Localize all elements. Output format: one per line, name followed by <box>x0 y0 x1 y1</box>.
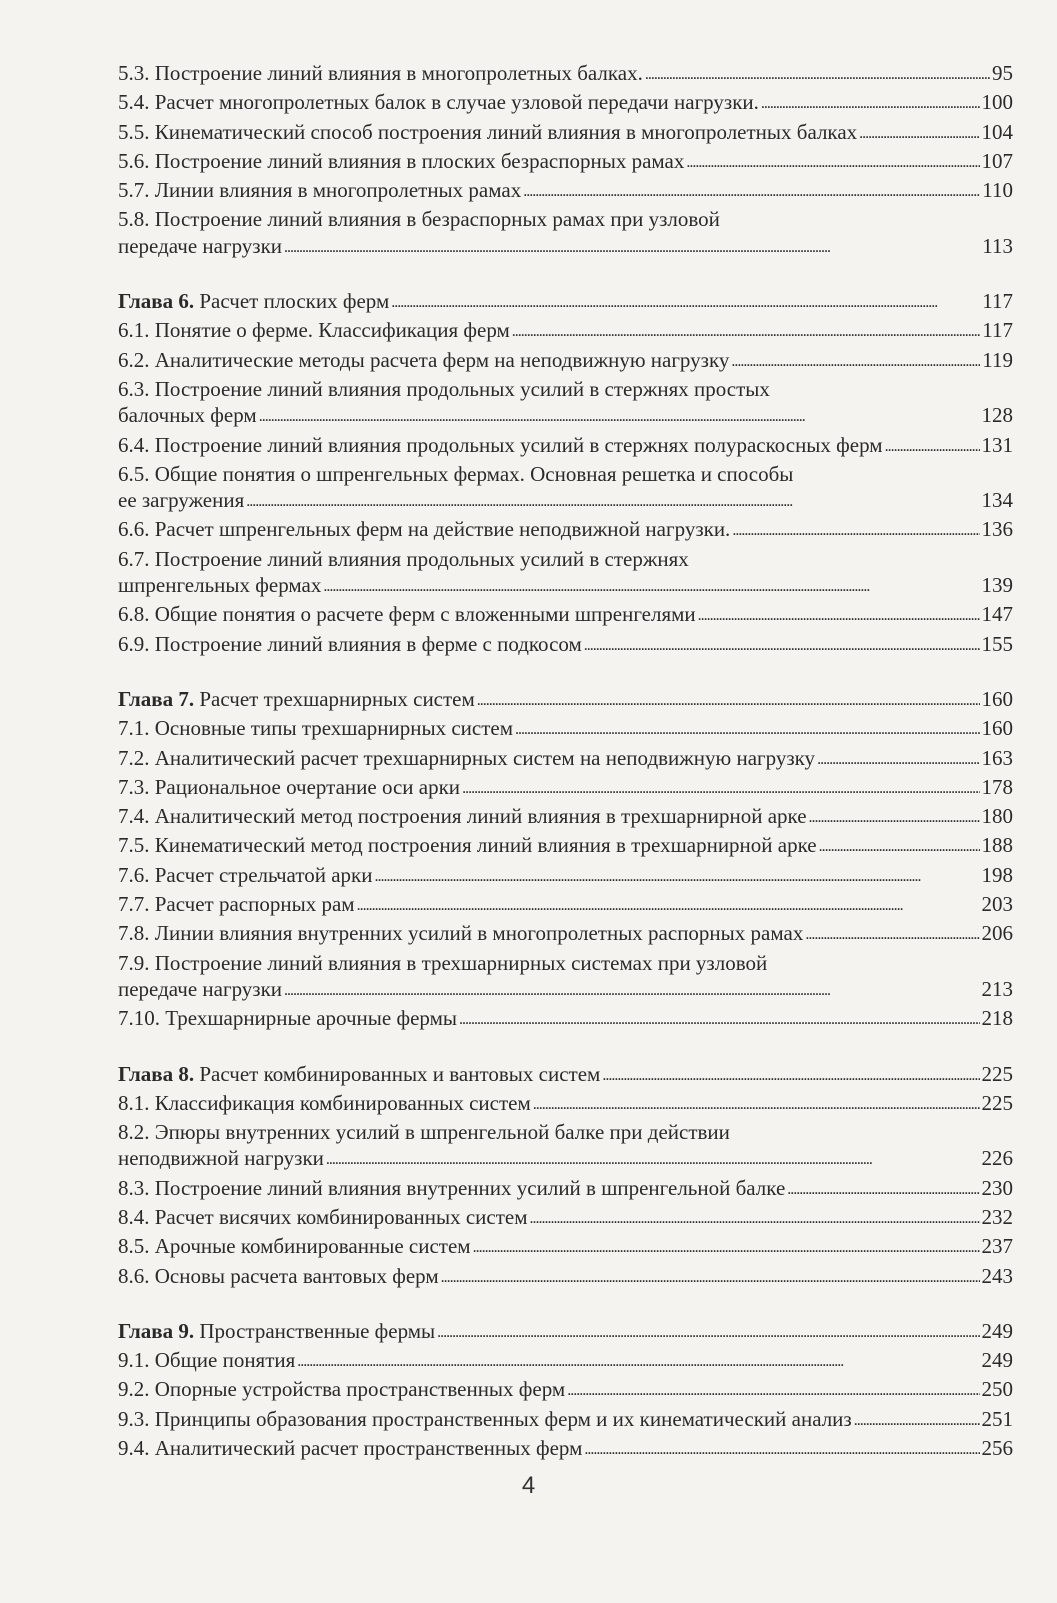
entry-title: 9.4. Аналитический расчет пространственных ферм <box>118 1436 583 1461</box>
toc-entry <box>118 1145 1013 1174</box>
page-ref: 147 <box>981 602 1013 627</box>
page-ref: 128 <box>981 403 1013 428</box>
entry-title: 7.7. Расчет распорных рам <box>118 892 355 917</box>
dot-leader <box>859 118 979 147</box>
entry-title: 7.10. Трехшарнирные арочные фермы <box>118 1006 457 1031</box>
entry-title: 5.5. Кинематический способ построения линий влияния в многопролетных балках <box>118 119 858 144</box>
page-ref: 180 <box>981 804 1013 829</box>
dot-leader <box>533 1089 980 1118</box>
dot-leader <box>732 515 979 544</box>
chapter-title <box>118 1318 435 1344</box>
chapter-title-text: Расчет комбинированных и вантовых систем <box>199 1061 601 1086</box>
chapter-heading <box>118 1061 1013 1090</box>
page-ref: 225 <box>981 1090 1013 1115</box>
dot-leader <box>374 861 979 890</box>
toc-entry <box>118 976 1013 1005</box>
entry-title: 5.3. Построение линий влияния в многопролетных балках. <box>118 61 643 85</box>
chapter-title-text: Расчет трехшарнирных систем <box>199 686 475 711</box>
toc-entry <box>118 1376 1013 1405</box>
toc-entry <box>118 1347 1013 1376</box>
chapter-title-text: Пространственные фермы <box>199 1318 436 1343</box>
chapter-heading <box>118 1318 1013 1347</box>
toc-entry <box>118 119 1013 148</box>
page-ref: 178 <box>981 774 1013 799</box>
dot-leader <box>885 431 980 460</box>
dot-leader <box>297 1346 979 1375</box>
page-ref: 251 <box>981 1406 1013 1431</box>
dot-leader <box>805 919 979 948</box>
dot-leader <box>567 1375 979 1404</box>
dot-leader <box>645 59 990 88</box>
entry-title: 7.4. Аналитический метод построения линий влияния в трехшарнирной арке <box>118 804 807 829</box>
dot-leader <box>326 1144 980 1173</box>
toc-entry <box>118 317 1013 346</box>
toc-entry <box>118 487 1013 516</box>
entry-title: 9.3. Принципы образования пространственных ферм и их кинематический анализ <box>118 1406 852 1431</box>
chapter-title-text: Расчет плоских ферм <box>199 289 390 314</box>
dot-leader <box>477 685 980 714</box>
toc-entry <box>118 516 1013 545</box>
entry-title: 7.5. Кинематический метод построения линий влияния в трехшарнирной арке <box>118 833 817 858</box>
page-ref: 110 <box>982 178 1013 203</box>
page-number: 4 <box>521 1472 536 1499</box>
entry-title: 5.7. Линии влияния в многопролетных рамах <box>118 178 522 203</box>
page-ref: 225 <box>981 1061 1013 1086</box>
dot-leader <box>584 1434 979 1463</box>
dot-leader <box>731 346 980 375</box>
toc-entry <box>118 715 1013 744</box>
entry-title-continued: шпренгельных фермах <box>118 573 322 598</box>
entry-title: 8.2. Эпюры внутренних усилий в шпренгельной балке при действии <box>118 1120 730 1145</box>
dot-leader <box>854 1405 980 1434</box>
entry-title: 9.2. Опорные устройства пространственных ферм <box>118 1377 566 1402</box>
entry-title: 8.5. Арочные комбинированные систем <box>118 1234 471 1259</box>
toc-section <box>118 60 1013 262</box>
page-ref: 198 <box>981 862 1013 887</box>
page-ref: 218 <box>981 1006 1013 1031</box>
entry-title: 7.3. Рациональное очертание оси арки <box>118 774 461 799</box>
toc-entry <box>118 572 1013 601</box>
entry-title: 8.6. Основы расчета вантовых ферм <box>118 1263 439 1288</box>
toc-entry <box>118 1175 1013 1204</box>
page-ref: 237 <box>981 1234 1013 1259</box>
entry-title: 8.1. Классификация комбинированных систем <box>118 1090 531 1115</box>
dot-leader <box>357 890 980 919</box>
entry-title: 6.3. Построение линий влияния продольных усилий в стержнях простых <box>118 376 770 401</box>
dot-leader <box>686 147 979 176</box>
dot-leader <box>698 600 980 629</box>
page-ref: 249 <box>981 1348 1013 1373</box>
dot-leader <box>284 232 980 261</box>
chapter-label: Глава 8. <box>118 1061 195 1086</box>
page-ref: 232 <box>981 1204 1013 1229</box>
page-ref: 113 <box>982 233 1013 258</box>
dot-leader <box>523 176 980 205</box>
page-ref: 119 <box>982 347 1013 372</box>
toc-entry <box>118 1406 1013 1435</box>
entry-title: 6.2. Аналитические методы расчета ферм на неподвижную нагрузку <box>118 347 730 372</box>
toc-section <box>118 1061 1013 1292</box>
toc-entry-first-line <box>118 546 1013 572</box>
toc-entry <box>118 1233 1013 1262</box>
chapter-title <box>118 288 389 314</box>
page-ref: 213 <box>981 976 1013 1001</box>
dot-leader <box>530 1203 980 1232</box>
toc-entry <box>118 745 1013 774</box>
toc-entry-first-line <box>118 461 1013 487</box>
page-ref: 203 <box>981 892 1013 917</box>
entry-title: 6.8. Общие понятия о расчете ферм с вложенными шпренгелями <box>118 602 696 627</box>
entry-title: 7.1. Основные типы трехшарнирных систем <box>118 716 514 741</box>
dot-leader <box>809 802 980 831</box>
page-ref: 226 <box>981 1146 1013 1171</box>
dot-leader <box>512 316 980 345</box>
toc-entry <box>118 60 1013 89</box>
toc-entry <box>118 920 1013 949</box>
dot-leader <box>246 486 979 515</box>
page-ref: 139 <box>981 573 1013 598</box>
toc-entry <box>118 1005 1013 1034</box>
entry-title: 7.2. Аналитический расчет трехшарнирных систем на неподвижную нагрузку <box>118 745 816 770</box>
page-ref: 131 <box>981 432 1013 457</box>
entry-title: 6.4. Построение линий влияния продольных усилий в стержнях полураскосных ферм <box>118 432 883 457</box>
page-ref: 117 <box>982 289 1013 314</box>
toc-entry <box>118 233 1013 262</box>
page-ref: 250 <box>981 1377 1013 1402</box>
toc-entry <box>118 862 1013 891</box>
dot-leader <box>391 287 980 316</box>
entry-title: 7.6. Расчет стрельчатой арки <box>118 862 373 887</box>
page-ref: 249 <box>981 1318 1013 1343</box>
page-ref: 136 <box>981 517 1013 542</box>
toc-entry <box>118 803 1013 832</box>
toc-entry <box>118 1263 1013 1292</box>
page-ref: 160 <box>981 716 1013 741</box>
toc-entry <box>118 1204 1013 1233</box>
entry-title-continued: ее загружения <box>118 488 245 513</box>
toc-entry <box>118 432 1013 461</box>
toc-entry <box>118 89 1013 118</box>
toc-section <box>118 686 1013 1035</box>
toc-entry-first-line <box>118 206 1013 232</box>
page-ref: 134 <box>981 488 1013 513</box>
dot-leader <box>441 1262 980 1291</box>
entry-title: 5.4. Расчет многопролетных балок в случае узловой передачи нагрузки. <box>118 90 759 115</box>
chapter-label: Глава 6. <box>118 289 195 314</box>
entry-title-continued: неподвижной нагрузки <box>118 1146 324 1171</box>
chapter-title <box>118 686 475 712</box>
entry-title: 5.8. Построение линий влияния в безраспорных рамах при узловой <box>118 207 720 232</box>
dot-leader <box>584 630 980 659</box>
dot-leader <box>462 773 979 802</box>
table-of-contents <box>118 60 1013 1490</box>
dot-leader <box>602 1060 979 1089</box>
dot-leader <box>459 1004 980 1033</box>
page-ref: 104 <box>981 119 1013 144</box>
entry-title: 7.9. Построение линий влияния в трехшарнирных системах при узловой <box>118 950 768 975</box>
toc-section <box>118 288 1013 660</box>
entry-title: 6.9. Построение линий влияния в ферме с подкосом <box>118 631 582 656</box>
chapter-label: Глава 7. <box>118 686 195 711</box>
toc-entry <box>118 1435 1013 1464</box>
toc-entry <box>118 832 1013 861</box>
toc-entry <box>118 148 1013 177</box>
page-ref: 95 <box>992 61 1013 85</box>
entry-title-continued: передаче нагрузки <box>118 976 283 1001</box>
entry-title: 7.8. Линии влияния внутренних усилий в многопролетных распорных рамах <box>118 921 804 946</box>
toc-entry <box>118 891 1013 920</box>
dot-leader <box>437 1317 979 1346</box>
toc-entry <box>118 347 1013 376</box>
entry-title: 8.4. Расчет висячих комбинированных систем <box>118 1204 528 1229</box>
entry-title: 5.6. Построение линий влияния в плоских безраспорных рамах <box>118 148 685 173</box>
page-ref: 155 <box>981 631 1013 656</box>
chapter-label: Глава 9. <box>118 1318 195 1343</box>
entry-title: 6.7. Построение линий влияния продольных усилий в стержнях <box>118 546 689 571</box>
toc-entry <box>118 601 1013 630</box>
page-ref: 206 <box>981 921 1013 946</box>
page-ref: 188 <box>981 833 1013 858</box>
toc-section <box>118 1318 1013 1464</box>
toc-entry <box>118 1090 1013 1119</box>
dot-leader <box>787 1174 979 1203</box>
page-ref: 256 <box>981 1436 1013 1461</box>
dot-leader <box>817 744 979 773</box>
toc-entry-first-line <box>118 1119 1013 1145</box>
entry-title: 8.3. Построение линий влияния внутренних усилий в шпренгельной балке <box>118 1175 786 1200</box>
dot-leader <box>473 1232 980 1261</box>
page-ref: 107 <box>981 148 1013 173</box>
page-ref: 160 <box>981 686 1013 711</box>
page-ref: 117 <box>982 318 1013 343</box>
dot-leader <box>284 975 979 1004</box>
entry-title: 6.6. Расчет шпренгельных ферм на действие неподвижной нагрузки. <box>118 517 731 542</box>
entry-title: 6.1. Понятие о ферме. Классификация ферм <box>118 318 510 343</box>
chapter-heading <box>118 288 1013 317</box>
chapter-heading <box>118 686 1013 715</box>
chapter-title <box>118 1061 600 1087</box>
toc-entry <box>118 631 1013 660</box>
page-ref: 230 <box>981 1175 1013 1200</box>
toc-entry-first-line <box>118 950 1013 976</box>
dot-leader <box>761 88 980 117</box>
dot-leader <box>259 401 980 430</box>
entry-title: 6.5. Общие понятия о шпренгельных фермах. Основная решетка и способы <box>118 461 794 486</box>
toc-entry <box>118 774 1013 803</box>
page-ref: 163 <box>981 745 1013 770</box>
entry-title: 9.1. Общие понятия <box>118 1348 296 1373</box>
entry-title-continued: балочных ферм <box>118 403 257 428</box>
page-ref: 243 <box>981 1263 1013 1288</box>
toc-entry-first-line <box>118 376 1013 402</box>
page-ref: 100 <box>981 90 1013 115</box>
dot-leader <box>515 714 979 743</box>
dot-leader <box>323 571 979 600</box>
toc-entry <box>118 402 1013 431</box>
entry-title-continued: передаче нагрузки <box>118 233 283 258</box>
dot-leader <box>819 831 980 860</box>
toc-entry <box>118 177 1013 206</box>
